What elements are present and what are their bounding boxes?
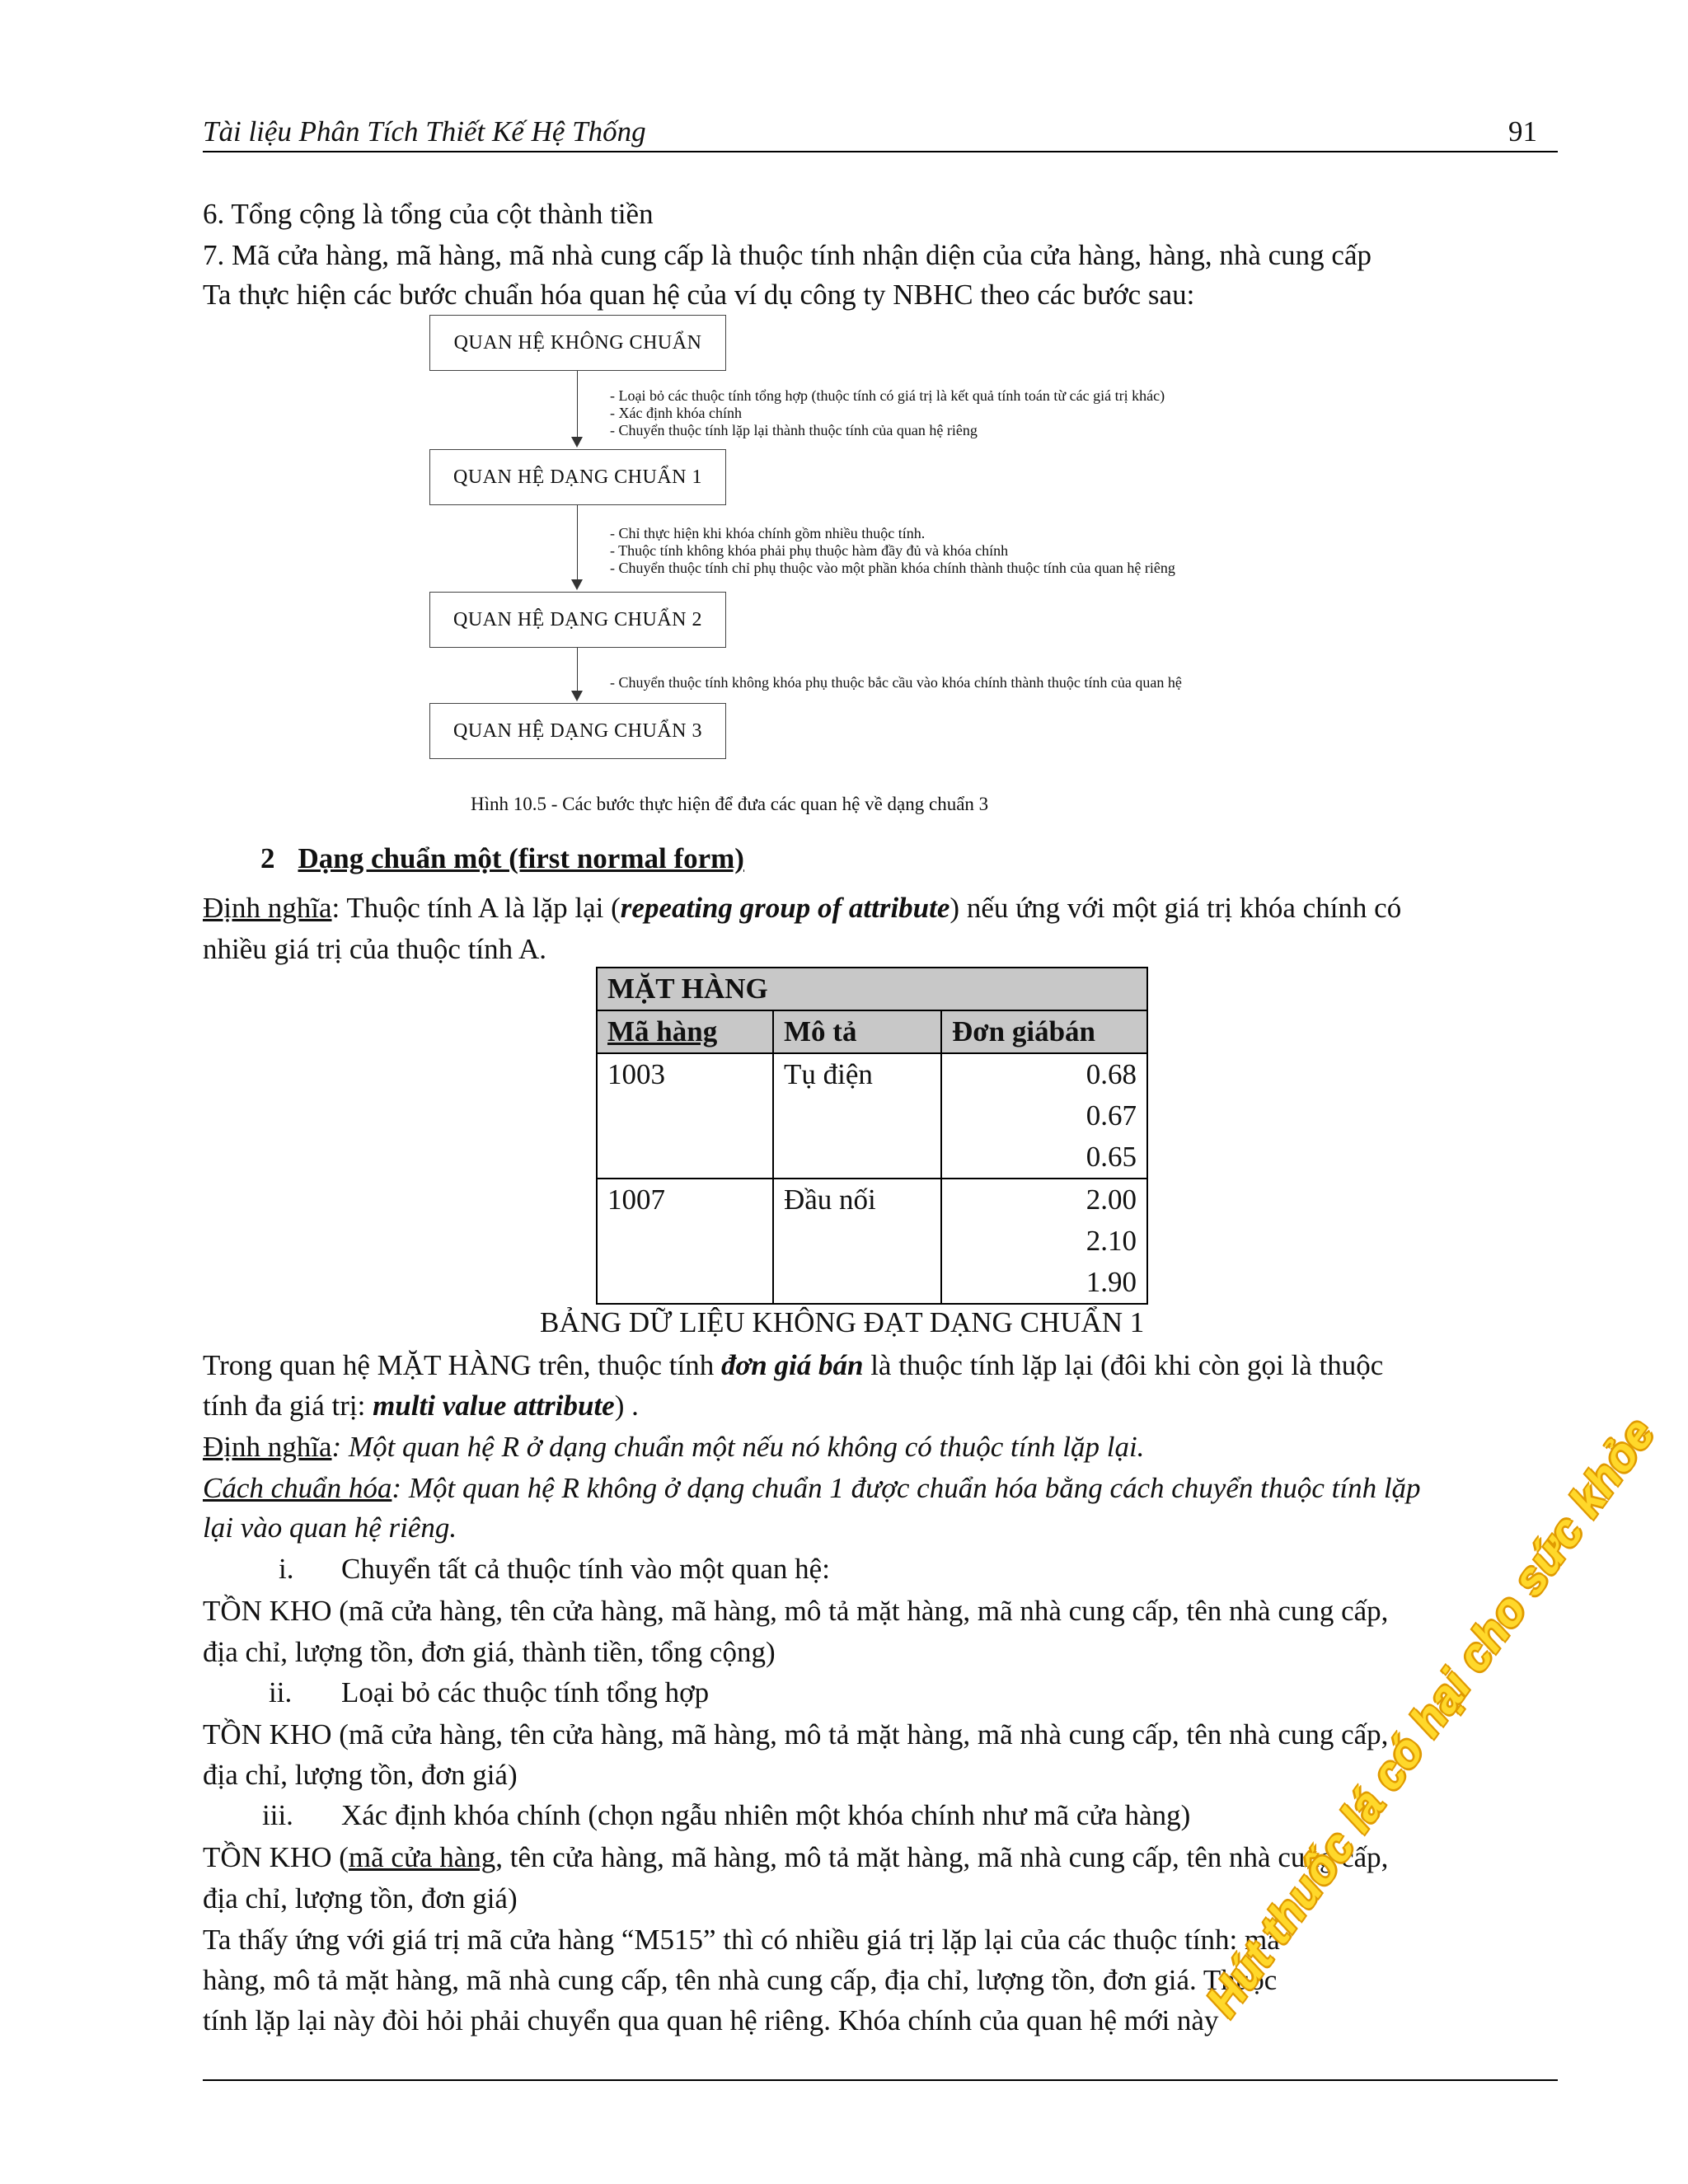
flow-notes-step2: - Chỉ thực hiện khi khóa chính gồm nhiều thuộc tính. - Thuộc tính không khóa phải phụ thuộc hàm đầy đủ và khóa chính - Chuyển thuộc tính chỉ phụ thuộc vào một phần khóa chính thành thuộc tính của quan hệ riêng (610, 525, 1175, 576)
relation-line: địa chỉ, lượng tồn, đơn giá) (203, 1759, 518, 1791)
step-ii-text: Loại bỏ các thuộc tính tổng hợp (341, 1676, 710, 1708)
header-rule (203, 151, 1558, 152)
normalization-method-line2: lại vào quan hệ riêng. (203, 1511, 457, 1544)
cell-code: 1003 (597, 1053, 773, 1179)
flow-connector-2 (577, 505, 578, 582)
table-title: MẶT HÀNG (597, 968, 1147, 1010)
table-caption: BẢNG DỮ LIỆU KHÔNG ĐẠT DẠNG CHUẨN 1 (540, 1306, 1145, 1338)
relation-line: TỒN KHO (mã cửa hàng, tên cửa hàng, mã hàng, mô tả mặt hàng, mã nhà cung cấp, tên nhà cung cấp, (203, 1718, 1389, 1750)
list-item-6: 6. Tổng cộng là tổng của cột thành tiền (203, 198, 654, 230)
paragraph-line: Ta thấy ứng với giá trị mã cửa hàng “M515” thì có nhiều giá trị lặp lại của các thuộc tính: mã (203, 1924, 1280, 1956)
relation-line: địa chỉ, lượng tồn, đơn giá) (203, 1882, 518, 1915)
column-header: Mã hàng (597, 1010, 773, 1053)
definition-repeating: Định nghĩa: Thuộc tính A là lặp lại (repeating group of attribute) nếu ứng với một giá trị khóa chính có (203, 892, 1402, 924)
flow-box-1nf: QUAN HỆ DẠNG CHUẨN 1 (429, 449, 726, 505)
cell-desc: Tụ điện (773, 1053, 941, 1179)
page-number: 91 (1508, 115, 1537, 148)
cell-prices: 0.68 0.67 0.65 (941, 1053, 1147, 1179)
table-row (597, 1179, 1147, 1304)
mat-hang-table (596, 967, 1148, 1305)
health-warning-watermark: Hút thuốc lá có hại cho sức khỏe (1195, 1408, 1665, 2026)
relation-line: TỒN KHO (mã cửa hàng, tên cửa hàng, mã hàng, mô tả mặt hàng, mã nhà cung cấp, tên nhà cung cấp, (203, 1841, 1389, 1873)
flow-connector-1 (577, 371, 578, 439)
arrow-down-icon (571, 691, 583, 701)
flow-notes-step1: - Loại bỏ các thuộc tính tổng hợp (thuộc tính có giá trị là kết quả tính toán từ các giá trị khác) - Xác định khóa chính - Chuyển thuộc tính lặp lại thành thuộc tính của quan hệ riêng (610, 387, 1165, 438)
step-i-text: Chuyển tất cả thuộc tính vào một quan hệ: (341, 1553, 830, 1585)
step-i-number: i. (279, 1553, 294, 1585)
definition-repeating-line2: nhiều giá trị của thuộc tính A. (203, 933, 546, 965)
table-row (597, 1053, 1147, 1179)
relation-line: địa chỉ, lượng tồn, đơn giá, thành tiền, tổng cộng) (203, 1636, 776, 1668)
paragraph-line: tính lặp lại này đòi hỏi phải chuyển qua quan hệ riêng. Khóa chính của quan hệ mới này (203, 2004, 1219, 2036)
step-iii-number: iii. (262, 1799, 293, 1831)
flow-connector-3 (577, 648, 578, 693)
step-ii-number: ii. (269, 1676, 293, 1708)
column-header: Mô tả (773, 1010, 941, 1053)
column-header: Đơn giábán (941, 1010, 1147, 1053)
relation-line: TỒN KHO (mã cửa hàng, tên cửa hàng, mã hàng, mô tả mặt hàng, mã nhà cung cấp, tên nhà cung cấp, (203, 1595, 1389, 1627)
arrow-down-icon (571, 579, 583, 590)
definition-1nf: Định nghĩa: Một quan hệ R ở dạng chuẩn một nếu nó không có thuộc tính lặp lại. (203, 1431, 1145, 1463)
arrow-down-icon (571, 437, 583, 448)
paragraph-line: Trong quan hệ MẶT HÀNG trên, thuộc tính đơn giá bán là thuộc tính lặp lại (đôi khi còn gọi là thuộc (203, 1349, 1384, 1381)
paragraph-line: tính đa giá trị: multi value attribute) . (203, 1390, 639, 1422)
flow-box-2nf: QUAN HỆ DẠNG CHUẨN 2 (429, 592, 726, 648)
figure-caption: Hình 10.5 - Các bước thực hiện để đưa các quan hệ về dạng chuẩn 3 (471, 794, 989, 814)
cell-code: 1007 (597, 1179, 773, 1304)
footer-rule (203, 2079, 1558, 2081)
step-iii-text: Xác định khóa chính (chọn ngẫu nhiên một khóa chính như mã cửa hàng) (341, 1799, 1191, 1831)
flow-box-unnormalized: QUAN HỆ KHÔNG CHUẨN (429, 315, 726, 371)
paragraph-line: hàng, mô tả mặt hàng, mã nhà cung cấp, tên nhà cung cấp, địa chỉ, lượng tồn, đơn giá. Thuộc (203, 1964, 1278, 1996)
normalization-method: Cách chuẩn hóa: Một quan hệ R không ở dạng chuẩn 1 được chuẩn hóa bằng cách chuyển thuộc tính lặp (203, 1472, 1421, 1504)
list-item-7: 7. Mã cửa hàng, mã hàng, mã nhà cung cấp là thuộc tính nhận diện của cửa hàng, hàng, nhà cung cấp (203, 239, 1372, 271)
intro-sentence: Ta thực hiện các bước chuẩn hóa quan hệ của ví dụ công ty NBHC theo các bước sau: (203, 279, 1195, 311)
flow-box-3nf: QUAN HỆ DẠNG CHUẨN 3 (429, 703, 726, 759)
running-header-title: Tài liệu Phân Tích Thiết Kế Hệ Thống (203, 115, 646, 148)
section-heading: 2 Dạng chuẩn một (first normal form) (260, 842, 744, 874)
cell-desc: Đầu nối (773, 1179, 941, 1304)
flow-notes-step3: - Chuyển thuộc tính không khóa phụ thuộc bắc cầu vào khóa chính thành thuộc tính của quan hệ (610, 674, 1182, 691)
cell-prices: 2.00 2.10 1.90 (941, 1179, 1147, 1304)
